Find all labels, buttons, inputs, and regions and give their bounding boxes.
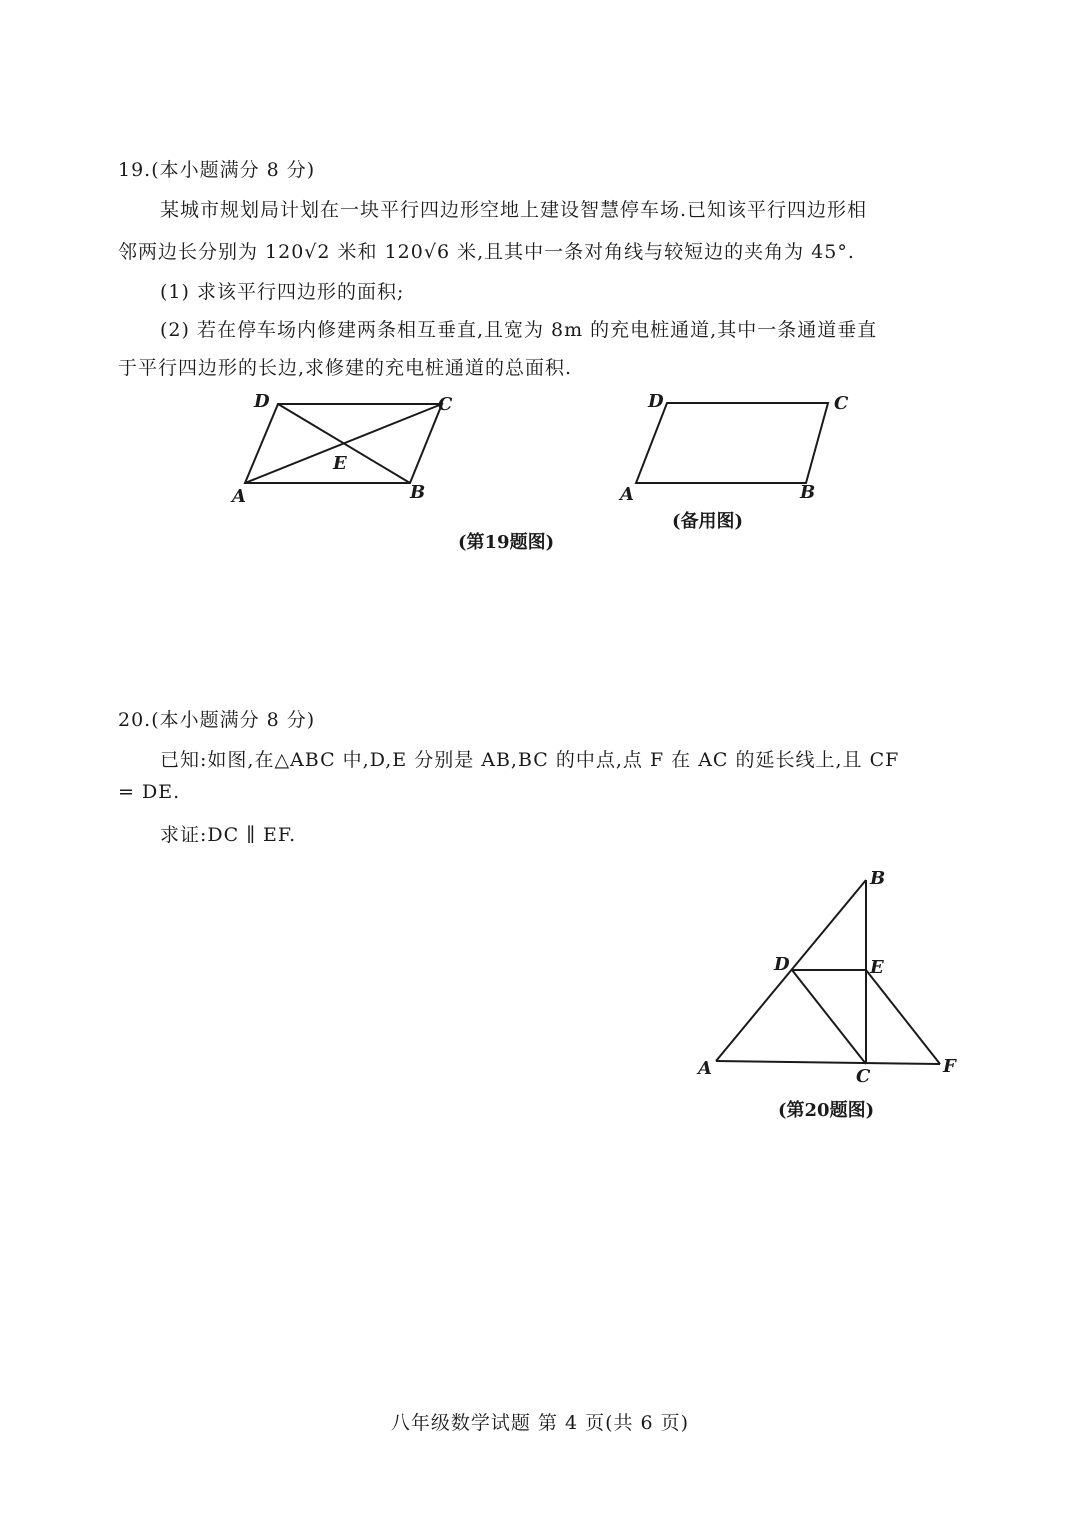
segment-dc (792, 970, 866, 1064)
q19-spare-caption: (备用图) (672, 511, 744, 532)
q20-text-line1: 已知:如图,在△ABC 中,D,E 分别是 AB,BC 的中点,点 F 在 AC 的延长线上,且 CF (160, 749, 900, 771)
q19-figure-main (220, 385, 470, 510)
q19-header: 19.(本小题满分 8 分) (118, 159, 316, 181)
page-footer: 八年级数学试题 第 4 页(共 6 页) (390, 1412, 690, 1434)
label-d: D (774, 954, 790, 975)
q19-text-line1: 某城市规划局计划在一块平行四边形空地上建设智慧停车场.已知该平行四边形相 (160, 199, 868, 221)
q19-figure-caption: (第19题图) (458, 532, 555, 553)
q20-figure (690, 860, 970, 1090)
label-f: F (943, 1056, 956, 1077)
label-b: B (800, 482, 816, 503)
label-d: D (254, 391, 270, 412)
segment-af (716, 1061, 940, 1064)
segment-ef (866, 970, 940, 1064)
q19-text-line2: 邻两边长分别为 120√2 米和 120√6 米,且其中一条对角线与较短边的夹角为 45°. (118, 241, 855, 263)
q20-text-line2: = DE. (118, 781, 181, 803)
label-a: A (620, 484, 634, 505)
q20-prove: 求证:DC ∥ EF. (160, 824, 297, 846)
q20-figure-caption: (第20题图) (778, 1100, 875, 1121)
label-c: C (834, 393, 849, 414)
q20-header: 20.(本小题满分 8 分) (118, 709, 316, 731)
label-b: B (410, 482, 426, 503)
label-b: B (870, 868, 886, 889)
q19-figure-spare (610, 385, 860, 510)
label-e: E (870, 957, 884, 978)
label-a: A (698, 1058, 712, 1079)
label-c: C (438, 394, 453, 415)
label-a: A (232, 486, 246, 507)
q19-part2-line2: 于平行四边形的长边,求修建的充电桩通道的总面积. (118, 357, 573, 379)
parallelogram-spare (636, 403, 828, 483)
q19-part1: (1) 求该平行四边形的面积; (160, 281, 405, 303)
label-c: C (856, 1066, 871, 1087)
q19-part2-line1: (2) 若在停车场内修建两条相互垂直,且宽为 8m 的充电桩通道,其中一条通道垂直 (160, 319, 878, 341)
label-d: D (648, 391, 664, 412)
label-e: E (333, 453, 347, 474)
